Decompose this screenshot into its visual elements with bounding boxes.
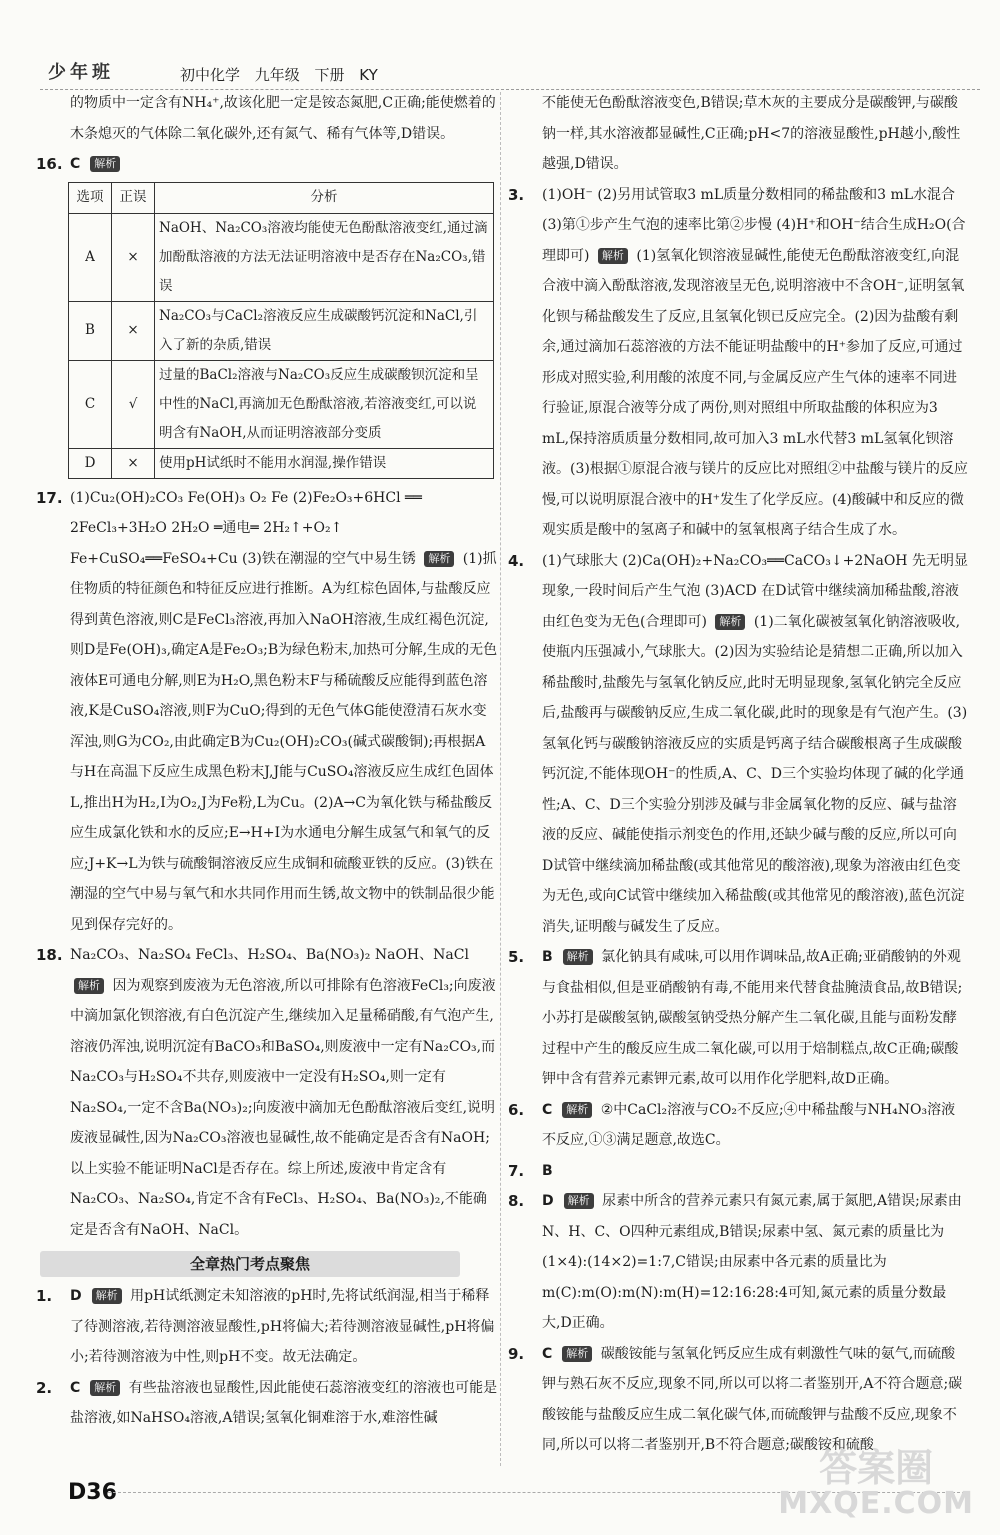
analysis-tag: 解析	[90, 1380, 120, 1396]
analysis-text: 碳酸铵能与氢氧化钙反应生成有刺激性气味的氨气,而硫酸钾与熟石灰不反应,现象不同,所以可以将二者鉴别开,A不符合题意;碳酸铵能与盐酸反应生成二氧化碳气体,而硫酸钾与盐酸不反应,现象不同,所以可以将二者鉴别开,B不符合题意;碳酸铵和硫酸	[542, 1345, 963, 1453]
table-cell-option: B	[69, 301, 112, 360]
intro-paragraph	[36, 88, 498, 149]
analysis-text: 用pH试纸测定未知溶液的pH时,先将试纸润湿,相当于稀释了待测溶液,若待测溶液显酸性,pH将偏大;若待测溶液显碱性,pH将偏小;若待测溶液为中性,则pH不变。故无法确定。	[70, 1288, 495, 1365]
page-number: D36	[68, 1480, 117, 1505]
analysis-tag: 解析	[715, 614, 745, 630]
table-header-verdict: 正误	[112, 182, 155, 213]
question-number: 5.	[508, 948, 525, 966]
table-row	[69, 301, 494, 360]
analysis-tag: 解析	[562, 1102, 592, 1118]
analysis-tag: 解析	[92, 1288, 122, 1304]
question-number: 6.	[508, 1100, 525, 1119]
table-cell-verdict: ×	[112, 301, 155, 360]
book-logo: 少年班	[48, 62, 114, 83]
table-row	[69, 360, 494, 448]
table-cell-analysis: NaOH、Na₂CO₃溶液均能使无色酚酞溶液变红,通过滴加酚酞溶液的方法无法证明溶液中是否存在Na₂CO₃,错误	[155, 213, 494, 301]
analysis-text: (1)二氧化碳被氢氧化钠溶液吸收,使瓶内压强减小,气球胀大。(2)因为实验结论是猜想二正确,所以加入稀盐酸时,盐酸先与氢氧化钠反应,此时无明显现象,氢氧化钠完全反应后,盐酸再与碳酸钠反应,生成二氧化碳,此时的现象是有气泡产生。(3)氢氧化钙与碳酸钠溶液反应的实质是钙离子结合碳酸根离子生成碳酸钙沉淀,不能体现OH⁻的性质,A、C、D三个实验均体现了碱的化学通性;A、C、D三个实验分别涉及碱与非金属氧化物的反应、碱与盐溶液的反应、碱能使指示剂变色的作用,还缺少碱与酸的反应,所以可向D试管中继续滴加稀盐酸(或其他常见的酸溶液),现象为溶液由红色变为无色,或向C试管中继续加入稀盐酸(或其他常见的酸溶液),蓝色沉淀消失,证明酸与碱发生了反应。	[542, 613, 968, 935]
analysis-tag: 解析	[564, 1193, 594, 1209]
watermark-url: MXQE.COM	[778, 1486, 974, 1521]
analysis-tag: 解析	[74, 978, 104, 994]
continuation-text: 不能使无色酚酞溶液变色,B错误;草木灰的主要成分是碳酸钾,与碳酸钠一样,其水溶液都显碱性,C正确;pH<7的溶液显酸性,pH越小,酸性越强,D错误。	[542, 95, 961, 172]
table-cell-verdict: ×	[112, 448, 155, 478]
table-row	[69, 448, 494, 478]
table-cell-analysis: 使用pH试纸时不能用水润湿,操作错误	[155, 448, 494, 478]
watermark-title: 答案圈	[819, 1446, 934, 1490]
question-s2	[36, 1373, 498, 1434]
table-cell-analysis: 过量的BaCl₂溶液与Na₂CO₃反应生成碳酸钡沉淀和呈中性的NaCl,再滴加无色酚酞溶液,若溶液变红,可以说明含有NaOH,从而证明溶液部分变质	[155, 360, 494, 448]
table-cell-analysis: Na₂CO₃与CaCl₂溶液反应生成碳酸钙沉淀和NaCl,引入了新的杂质,错误	[155, 301, 494, 360]
question-number: 4.	[508, 551, 525, 570]
continuation-paragraph	[508, 88, 968, 180]
question-answer: (1)OH⁻ (2)另用试管取3 mL质量分数相同的稀盐酸和3 mL水混合 (3)第①步产生气泡的速率比第②步慢 (4)H⁺和OH⁻结合生成H₂O(合理即可)	[542, 186, 966, 264]
analysis-text: 尿素中所含的营养元素只有氮元素,属于氮肥,A错误;尿素由N、H、C、O四种元素组成,B错误;尿素中氢、氮元素的质量比为(1×4):(14×2)=1:7,C错误;由尿素中各元素的质量比为m(C):m(O):m(N):m(H)=12:16:28:4可知,氮元素的质量分数最大,D正确。	[542, 1193, 962, 1331]
table-header-row	[69, 182, 494, 213]
site-watermark	[778, 1448, 974, 1520]
table-cell-option: A	[69, 213, 112, 301]
question-number: 1.	[36, 1287, 53, 1305]
table-cell-option: C	[69, 360, 112, 448]
question-18	[36, 940, 498, 1245]
table-cell-verdict: √	[112, 360, 155, 448]
section-title: 全章热门考点聚焦	[40, 1251, 460, 1277]
analysis-text: (1)氢氧化钡溶液显碱性,能使无色酚酞溶液变红,向混合液中滴入酚酞溶液,发现溶液呈无色,说明溶液中不含OH⁻,证明氢氧化钡与稀盐酸发生了反应,且氢氧化钡已反应完全。(2)因为盐酸有剩余,通过滴加石蕊溶液的方法不能证明盐酸中的H⁺参加了反应,可通过形成对照实验,利用酸的浓度不同,与金属反应产生气体的速率不同进行验证,原混合液等分成了两份,则对照组中所取盐酸的体积应为3 mL,保持溶质质量分数相同,故可加入3 mL水代替3 mL氢氧化钡溶液。(3)根据①原混合液与镁片的反应比对照组②中盐酸与镁片的反应慢,可以说明原混合液中的H⁺发生了化学反应。(4)酸碱中和反应的微观实质是酸中的氢离子和碱中的氢氧根离子结合生成了水。	[542, 247, 968, 538]
question-answer: Na₂CO₃、Na₂SO₄ FeCl₃、H₂SO₄、Ba(NO₃)₂ NaOH、NaCl	[70, 947, 469, 963]
question-16	[36, 149, 498, 180]
question-answer: (1)Cu₂(OH)₂CO₃ Fe(OH)₃ O₂ Fe (2)Fe₂O₃+6HCl ══ 2FeCl₃+3H₂O 2H₂O ═通电═ 2H₂↑+O₂↑ Fe+CuSO₄══FeSO₄+Cu (3)铁在潮湿的空气中易生锈	[70, 489, 422, 567]
question-number: 18.	[36, 946, 63, 964]
table-row	[69, 213, 494, 301]
intro-text: 的物质中一定含有NH₄⁺,故该化肥一定是铵态氮肥,C正确;能使燃着的木条熄灭的气体除二氧化碳外,还有氮气、稀有气体等,D错误。	[70, 95, 496, 142]
question-answer: D	[70, 1288, 82, 1304]
page-header	[40, 56, 980, 90]
question-number: 3.	[508, 185, 525, 204]
analysis-tag: 解析	[424, 551, 454, 567]
analysis-table	[68, 182, 494, 479]
analysis-text: 因为观察到废液为无色溶液,所以可排除有色溶液FeCl₃;向废液中滴加氯化钡溶液,有白色沉淀产生,继续加入足量稀硝酸,有气泡产生,溶液仍浑浊,说明沉淀有BaCO₃和BaSO₄,则废液中一定有Na₂CO₃,而Na₂CO₃与H₂SO₄不共存,则废液中一定没有H₂SO₄,则一定有Na₂SO₄,一定不含Ba(NO₃)₂;向废液中滴加无色酚酞溶液后变红,说明废液显碱性,因为Na₂CO₃溶液也显碱性,故不能确定是否含有NaOH;以上实验不能证明NaCl是否存在。综上所述,废液中肯定含有Na₂CO₃、Na₂SO₄,肯定不含有FeCl₃、H₂SO₄、Ba(NO₃)₂,不能确定是否含有NaOH、NaCl。	[70, 977, 496, 1238]
analysis-tag: 解析	[598, 248, 628, 264]
analysis-text: 氯化钠具有咸味,可以用作调味品,故A正确;亚硝酸钠的外观与食盐相似,但是亚硝酸钠有毒,不能用来代替食盐腌渍食品,故B错误;小苏打是碳酸氢钠,碳酸氢钠受热分解产生二氧化碳,且能与面粉发酵过程中产生的酸反应生成二氧化碳,可以用于焙制糕点,故C正确;碳酸钾中含有营养元素钾元素,故可以用作化学肥料,故D正确。	[542, 949, 963, 1087]
question-3	[508, 180, 968, 546]
question-4	[508, 546, 968, 943]
question-answer: C	[542, 1345, 553, 1362]
left-column	[36, 88, 498, 1468]
question-number: 2.	[36, 1378, 53, 1397]
question-17	[36, 483, 498, 941]
analysis-tag: 解析	[90, 156, 120, 172]
question-answer: (1)气球胀大 (2)Ca(OH)₂+Na₂CO₃══CaCO₃↓+2NaOH 先无明显现象,一段时间后产生气泡 (3)ACD 在D试管中继续滴加稀盐酸,溶液由红色变为无色(合理即可)	[542, 552, 968, 630]
question-6	[508, 1095, 968, 1156]
question-answer: C	[70, 1379, 81, 1396]
question-5	[508, 942, 968, 1095]
question-number: 16.	[36, 155, 63, 173]
question-answer: B	[542, 1162, 553, 1179]
table-cell-option: D	[69, 448, 112, 478]
right-column	[508, 88, 968, 1468]
analysis-tag: 解析	[563, 949, 593, 965]
question-number: 7.	[508, 1161, 525, 1180]
table-header-analysis: 分析	[155, 182, 494, 213]
analysis-tag: 解析	[562, 1346, 592, 1362]
table-header-option: 选项	[69, 182, 112, 213]
column-divider	[500, 92, 501, 1466]
analysis-text: ②中CaCl₂溶液与CO₂不反应;④中稀盐酸与NH₄NO₃溶液不反应,①③满足题意,故选C。	[542, 1101, 956, 1148]
question-answer: D	[542, 1193, 554, 1209]
question-answer: C	[542, 1101, 553, 1118]
analysis-text: 有些盐溶液也显酸性,因此能使石蕊溶液变红的溶液也可能是盐溶液,如NaHSO₄溶液,A错误;氢氧化铜难溶于水,难溶性碱	[70, 1379, 498, 1426]
question-answer: C	[70, 156, 81, 172]
question-answer: B	[542, 949, 553, 965]
question-s1	[36, 1281, 498, 1373]
header-title: 初中化学 九年级 下册 KY	[180, 66, 378, 84]
analysis-text: (1)抓住物质的特征颜色和特征反应进行推断。A为红棕色固体,与盐酸反应得到黄色溶液,则C是FeCl₃溶液,再加入NaOH溶液,生成红褐色沉淀,则D是Fe(OH)₃,确定A是Fe₂O₃;B为绿色粉末,加热可分解,生成的无色液体E可通电分解,则E为H₂O,黑色粉末F与稀硫酸反应能得到蓝色溶液,K是CuSO₄溶液,则F为CuO;得到的无色气体G能使澄清石灰水变浑浊,则G为CO₂,由此确定B为Cu₂(OH)₂CO₃(碱式碳酸铜);再根据A与H在高温下反应生成黑色粉末J,J能与CuSO₄溶液反应生成红色固体L,推出H为H₂,I为O₂,J为Fe粉,L为Cu。(2)A→C为氧化铁与稀盐酸反应生成氯化铁和水的反应;E→H+I为水通电分解生成氢气和氧气的反应;J+K→L为铁与硫酸铜溶液反应生成铜和硫酸亚铁的反应。(3)铁在潮湿的空气中易与氧气和水共同作用而生锈,故文物中的铁制品很少能见到保存完好的。	[70, 550, 498, 933]
table-cell-verdict: ×	[112, 213, 155, 301]
question-9	[508, 1339, 968, 1461]
question-7	[508, 1156, 968, 1187]
question-number: 8.	[508, 1192, 525, 1210]
question-number: 9.	[508, 1344, 525, 1363]
question-8	[508, 1186, 968, 1339]
question-number: 17.	[36, 488, 63, 507]
